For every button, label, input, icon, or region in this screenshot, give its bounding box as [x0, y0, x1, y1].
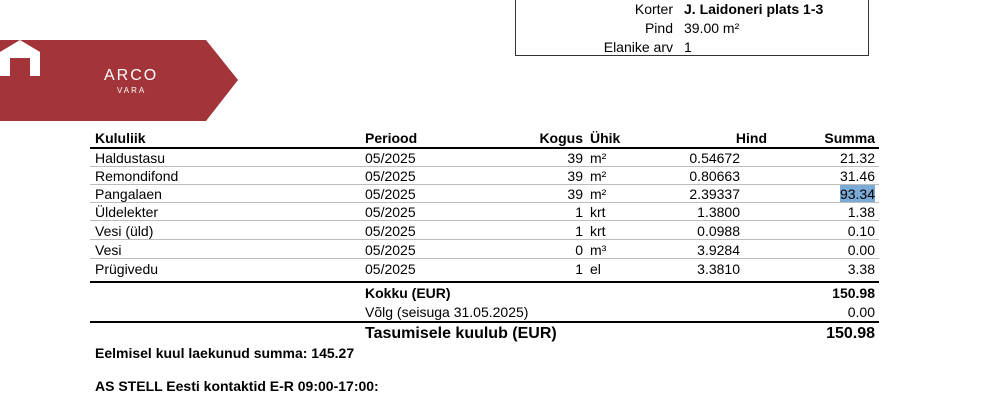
- apartment-value: J. Laidoneri plats 1-3: [684, 1, 824, 17]
- cost-unit: m²: [590, 150, 607, 166]
- table-row: [90, 241, 879, 259]
- logo-text: ARCO: [104, 67, 159, 84]
- header-period: Periood: [365, 130, 418, 146]
- cost-unit: krt: [590, 204, 606, 220]
- cost-qty: 1: [575, 223, 583, 239]
- payable-label: Tasumisele kuulub (EUR): [365, 325, 557, 342]
- payable-row: [90, 324, 879, 344]
- table-row: [90, 149, 879, 167]
- cost-sum: 31.46: [839, 168, 875, 184]
- cost-sum: 0.00: [847, 242, 875, 258]
- header-name: Kululiik: [95, 130, 146, 146]
- cost-period: 05/2025: [365, 261, 416, 277]
- cost-name: Remondifond: [95, 168, 179, 184]
- table-row: [90, 203, 879, 221]
- cost-qty: 1: [575, 261, 583, 277]
- payable-value: 150.98: [826, 325, 875, 342]
- total-label: Kokku (EUR): [365, 285, 451, 301]
- residents-row: [516, 38, 868, 56]
- cost-unit: m²: [590, 168, 607, 184]
- cost-unit: el: [590, 261, 601, 277]
- logo-subtext: VARA: [117, 86, 147, 95]
- cost-name: Prügivedu: [95, 261, 159, 277]
- cost-period: 05/2025: [365, 242, 416, 258]
- cost-period: 05/2025: [365, 186, 416, 202]
- cost-sum: 3.38: [847, 261, 875, 277]
- debt-label: Võlg (seisuga 31.05.2025): [365, 304, 529, 320]
- residents-value: 1: [684, 39, 692, 55]
- cost-qty: 39: [567, 186, 583, 202]
- cost-unit: krt: [590, 223, 606, 239]
- cost-sum: 1.38: [847, 204, 875, 220]
- cost-sum: 21.32: [839, 150, 875, 166]
- table-row: [90, 185, 879, 203]
- row-divider: [90, 239, 879, 240]
- cost-price: 3.9284: [697, 242, 740, 258]
- total-row: [90, 284, 879, 302]
- row-divider: [90, 220, 879, 221]
- payable-rule: [90, 321, 879, 323]
- cost-price: 1.3800: [697, 204, 740, 220]
- table-row: [90, 222, 879, 240]
- cost-price: 0.80663: [689, 168, 740, 184]
- cost-unit: m³: [590, 242, 607, 258]
- cost-name: Üldelekter: [95, 204, 159, 220]
- table-row: [90, 260, 879, 278]
- residents-label: Elanike arv: [603, 39, 673, 55]
- previous-payment-note: Eelmisel kuul laekunud summa: 145.27: [95, 345, 355, 361]
- cost-name: Pangalaen: [95, 186, 162, 202]
- debt-row: [90, 303, 879, 321]
- apartment-row: [516, 0, 868, 18]
- header-price: Hind: [735, 130, 767, 146]
- cost-qty: 0: [575, 242, 583, 258]
- cost-period: 05/2025: [365, 168, 416, 184]
- total-value: 150.98: [832, 285, 875, 301]
- cost-name: Vesi (üld): [95, 223, 154, 239]
- table-row: [90, 167, 879, 185]
- area-row: [516, 19, 868, 37]
- totals-rule: [90, 281, 879, 283]
- cost-qty: 39: [567, 168, 583, 184]
- cost-price: 0.54672: [689, 150, 740, 166]
- cost-price: 3.3810: [697, 261, 740, 277]
- contacts-note: AS STELL Eesti kontaktid E-R 09:00-17:00:: [95, 378, 379, 394]
- area-label: Pind: [644, 20, 673, 36]
- cost-unit: m²: [590, 186, 607, 202]
- area-value: 39.00 m²: [684, 20, 740, 36]
- header-unit: Ühik: [590, 130, 621, 146]
- cost-period: 05/2025: [365, 150, 416, 166]
- house-icon: [0, 40, 40, 76]
- row-divider: [90, 258, 879, 259]
- cost-qty: 39: [567, 150, 583, 166]
- header-qty: Kogus: [539, 130, 583, 146]
- cost-price: 2.39337: [689, 186, 740, 202]
- cost-name: Haldustasu: [95, 150, 166, 166]
- cost-period: 05/2025: [365, 223, 416, 239]
- apartment-label: Korter: [634, 1, 673, 17]
- cost-sum: 0.10: [847, 223, 875, 239]
- cost-price: 0.0988: [697, 223, 740, 239]
- header-sum: Summa: [824, 130, 875, 146]
- logo-banner: [0, 40, 238, 121]
- debt-value: 0.00: [847, 304, 875, 320]
- cost-sum-selected[interactable]: 93.34: [839, 186, 875, 202]
- cost-qty: 1: [575, 204, 583, 220]
- cost-name: Vesi: [95, 242, 122, 258]
- apartment-info-box: [515, 0, 869, 56]
- cost-period: 05/2025: [365, 204, 416, 220]
